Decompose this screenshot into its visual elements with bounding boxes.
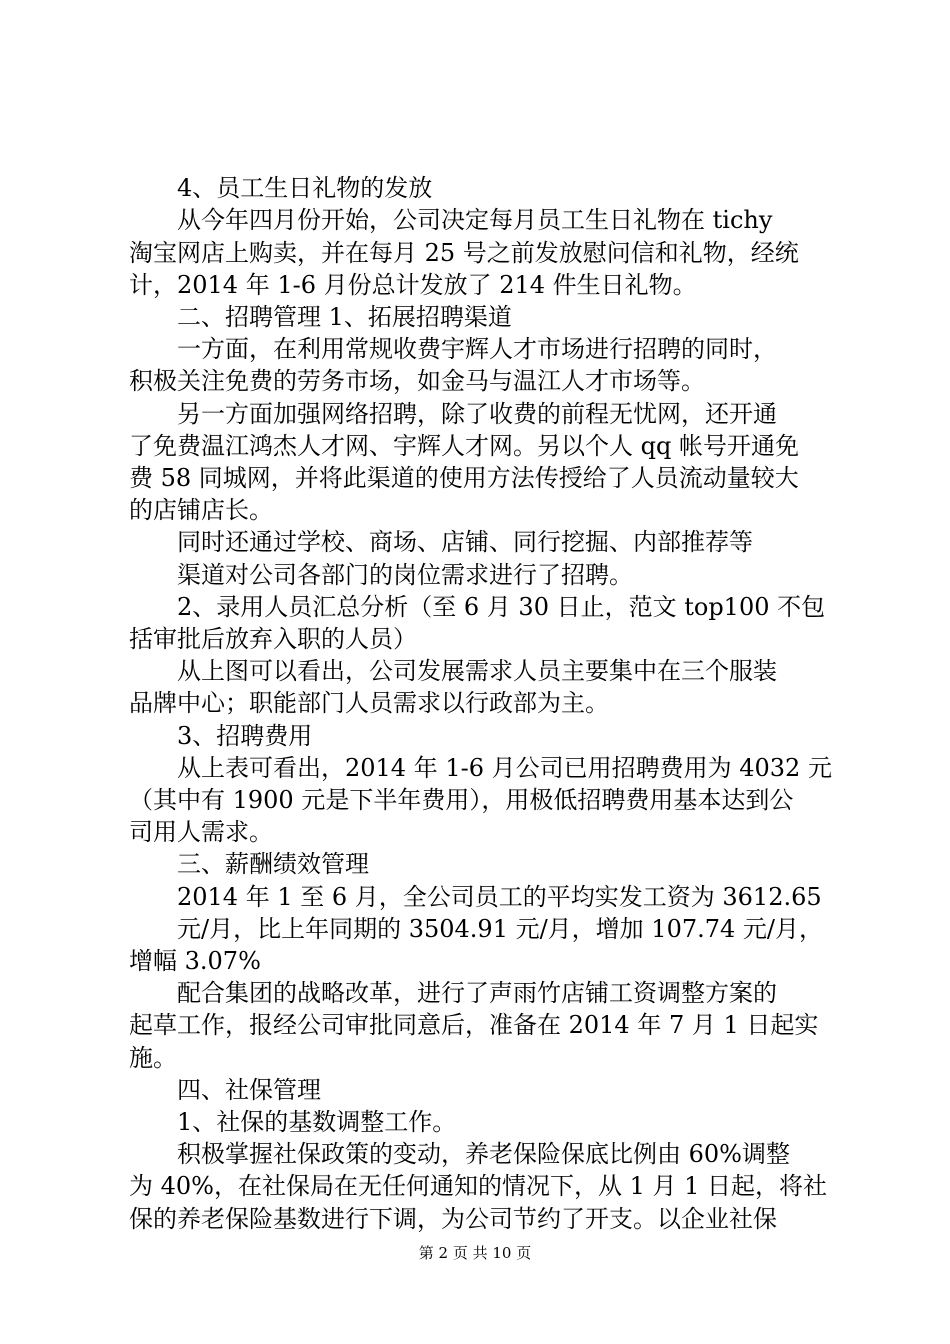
- paragraph-line: 施。: [129, 1044, 177, 1072]
- paragraph-line: 为 40%，在社保局在无任何通知的情况下，从 1 月 1 日起，将社: [129, 1172, 828, 1200]
- paragraph-line: （其中有 1900 元是下半年费用），用极低招聘费用基本达到公: [129, 786, 794, 814]
- page-number-label: 第 2 页 共 10 页: [418, 1244, 532, 1262]
- paragraph-line: 司用人需求。: [129, 818, 273, 846]
- paragraph-line: 费 58 同城网，并将此渠道的使用方法传授给了人员流动量较大: [129, 464, 799, 492]
- paragraph-line: 增幅 3.07%: [129, 947, 261, 975]
- paragraph-line: 起草工作，报经公司审批同意后，准备在 2014 年 7 月 1 日起实: [129, 1011, 819, 1039]
- paragraph-line: 计，2014 年 1-6 月份总计发放了 214 件生日礼物。: [129, 271, 697, 299]
- paragraph-line: 从上表可看出，2014 年 1-6 月公司已用招聘费用为 4032 元: [177, 754, 832, 782]
- section-heading-recruitment-cost: 3、招聘费用: [177, 722, 313, 750]
- paragraph-line: 品牌中心；职能部门人员需求以行政部为主。: [129, 689, 609, 717]
- paragraph-line: 淘宝网店上购卖，并在每月 25 号之前发放慰问信和礼物，经统: [129, 239, 799, 267]
- paragraph-line: 括审批后放弃入职的人员）: [129, 625, 417, 653]
- paragraph-line: 一方面，在利用常规收费宇辉人才市场进行招聘的同时，: [177, 335, 777, 363]
- section-heading-birthday-gifts: 4、员工生日礼物的发放: [177, 174, 433, 202]
- paragraph-line: 的店铺店长。: [129, 496, 273, 524]
- section-heading-compensation: 三、薪酬绩效管理: [177, 850, 369, 878]
- paragraph-line: 了免费温江鸿杰人才网、宇辉人才网。另以个人 qq 帐号开通免: [129, 432, 799, 460]
- paragraph-line: 保的养老保险基数进行下调，为公司节约了开支。以企业社保: [129, 1205, 777, 1233]
- paragraph-line: 积极掌握社保政策的变动，养老保险保底比例由 60%调整: [177, 1140, 790, 1168]
- page-footer: [0, 1243, 950, 1263]
- paragraph-line: 从今年四月份开始，公司决定每月员工生日礼物在 tichy: [177, 206, 773, 234]
- paragraph-line: 从上图可以看出，公司发展需求人员主要集中在三个服装: [177, 657, 777, 685]
- section-heading-recruitment: 二、招聘管理 1、拓展招聘渠道: [177, 303, 512, 331]
- section-heading-hiring-analysis: 2、录用人员汇总分析（至 6 月 30 日止，范文 top100 不包: [177, 593, 826, 621]
- paragraph-line: 配合集团的战略改革，进行了声雨竹店铺工资调整方案的: [177, 979, 777, 1007]
- paragraph-line: 渠道对公司各部门的岗位需求进行了招聘。: [177, 561, 633, 589]
- paragraph-line: 元/月，比上年同期的 3504.91 元/月，增加 107.74 元/月，: [177, 915, 823, 943]
- paragraph-line: 积极关注免费的劳务市场，如金马与温江人才市场等。: [129, 367, 705, 395]
- section-heading-base-adjustment: 1、社保的基数调整工作。: [177, 1108, 457, 1136]
- section-heading-social-security: 四、社保管理: [177, 1076, 321, 1104]
- paragraph-line: 2014 年 1 至 6 月，全公司员工的平均实发工资为 3612.65: [177, 883, 822, 911]
- paragraph-line: 另一方面加强网络招聘，除了收费的前程无忧网，还开通: [177, 400, 777, 428]
- paragraph-line: 同时还通过学校、商场、店铺、同行挖掘、内部推荐等: [177, 528, 753, 556]
